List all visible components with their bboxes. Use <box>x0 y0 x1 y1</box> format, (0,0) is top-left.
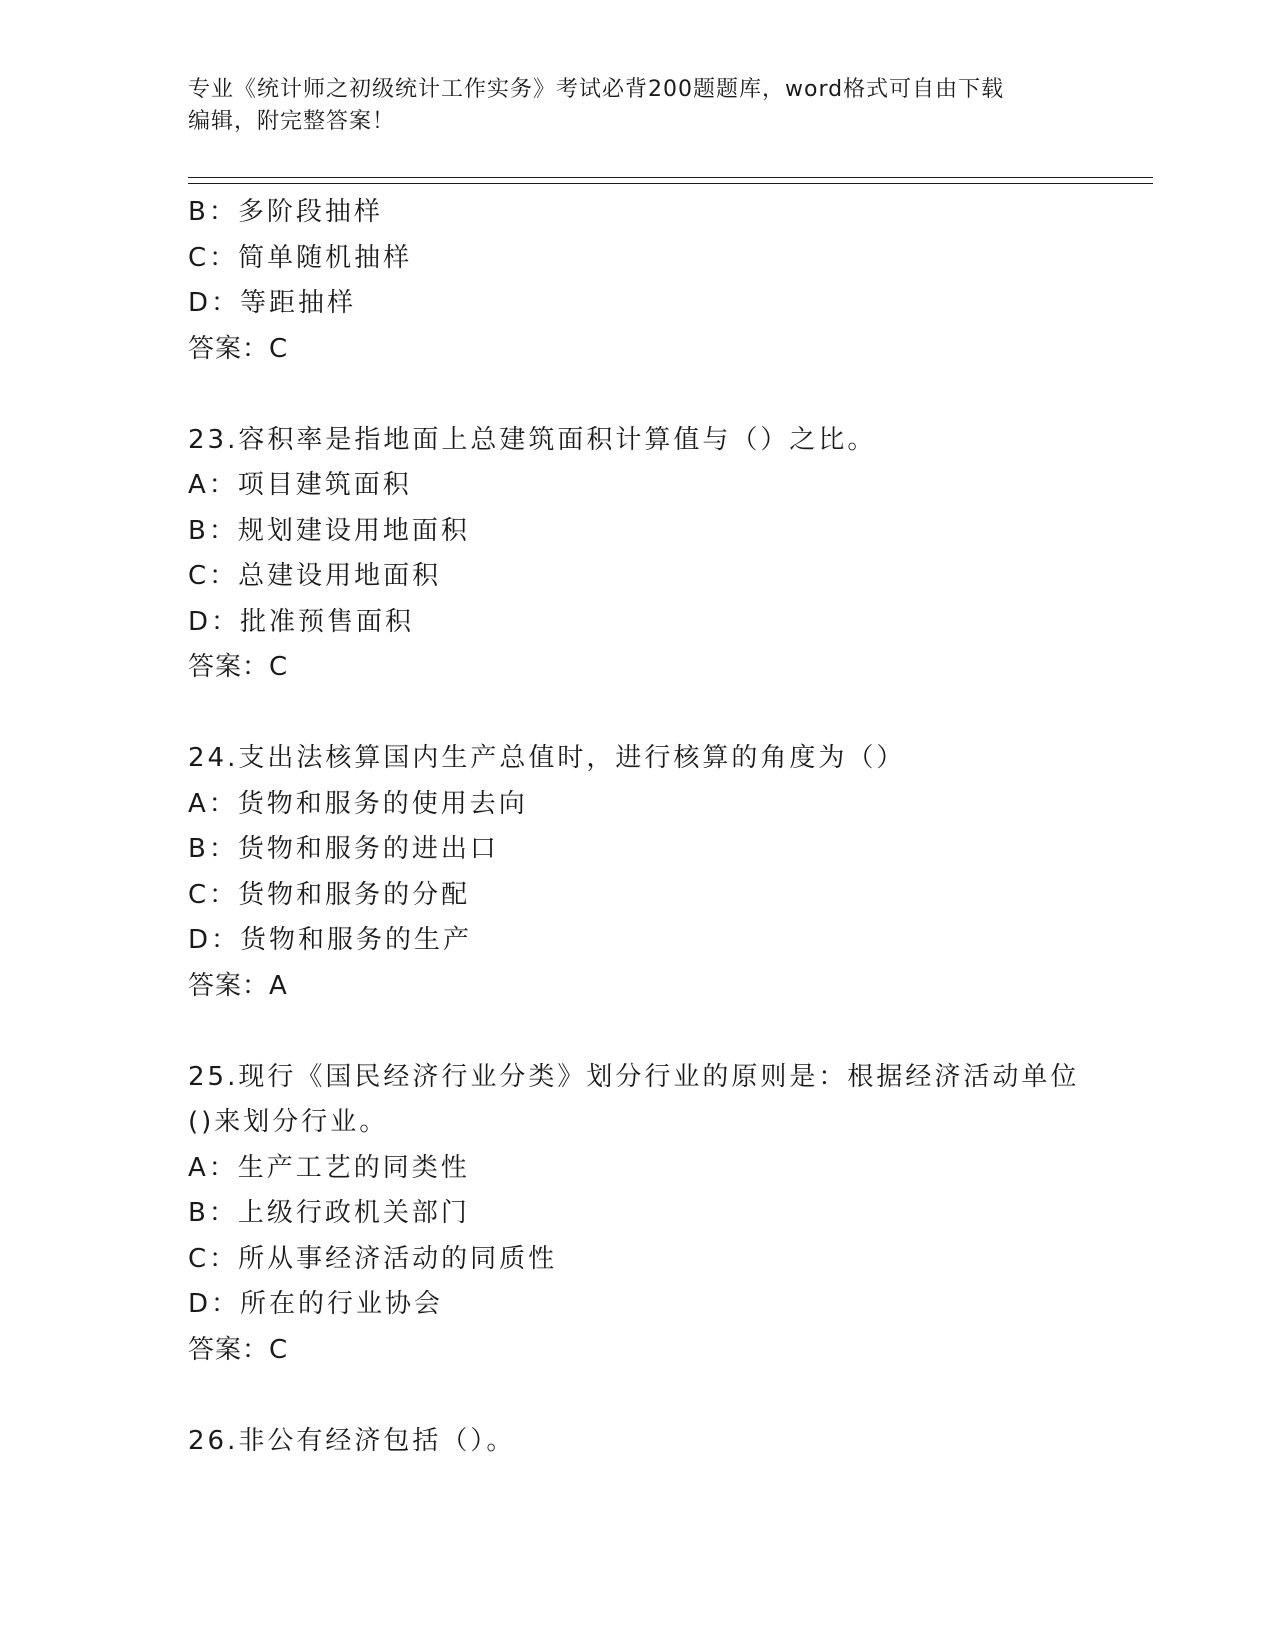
option-a: A：货物和服务的使用去向 <box>188 788 528 819</box>
option-a: A：项目建筑面积 <box>188 470 412 500</box>
question-stem: 24.支出法核算国内生产总值时，进行核算的角度为（） <box>188 743 906 773</box>
option-a: A：生产工艺的同类性 <box>188 1152 470 1183</box>
spacer <box>188 372 1148 418</box>
option-b: B：规划建设用地面积 <box>188 515 470 546</box>
answer-line: 答案：A <box>188 970 288 1001</box>
option-b: B：货物和服务的进出口 <box>188 834 499 864</box>
question-stem: 23.容积率是指地面上总建筑面积计算值与（）之比。 <box>188 424 877 455</box>
option-c: C：简单随机抽样 <box>188 242 413 273</box>
spacer <box>188 1373 1148 1419</box>
option-c: C：所从事经济活动的同质性 <box>188 1243 558 1274</box>
header-title-line-1: 专业《统计师之初级统计工作实务》考试必背200题题库，word格式可自由下载 <box>188 77 1005 102</box>
header-double-rule <box>188 177 1153 184</box>
option-b: B：上级行政机关部门 <box>188 1198 470 1228</box>
option-d: D：等距抽样 <box>188 288 357 318</box>
question-stem: 26.非公有经济包括（）。 <box>188 1425 516 1456</box>
answer-line: 答案：C <box>188 1334 289 1365</box>
question-24 <box>188 736 1148 1009</box>
spacer <box>188 691 1148 737</box>
option-d: D：所在的行业协会 <box>188 1289 444 1319</box>
question-stem-line-1: 25.现行《国民经济行业分类》划分行业的原则是：根据经济活动单位 <box>188 1061 1080 1092</box>
document-header <box>188 74 1088 138</box>
question-stem-line-2: ()来划分行业。 <box>188 1107 389 1137</box>
question-fragment <box>188 190 1148 372</box>
option-d: D：货物和服务的生产 <box>188 925 473 955</box>
question-list <box>188 190 1148 1464</box>
option-c: C：总建设用地面积 <box>188 561 442 591</box>
header-title-line-2: 编辑，附完整答案！ <box>188 109 396 134</box>
option-c: C：货物和服务的分配 <box>188 879 471 910</box>
option-b: B：多阶段抽样 <box>188 197 383 227</box>
question-26 <box>188 1419 1148 1465</box>
answer-line: 答案：C <box>188 333 289 364</box>
question-23 <box>188 418 1148 691</box>
spacer <box>188 1009 1148 1055</box>
question-25 <box>188 1055 1148 1374</box>
answer-line: 答案：C <box>188 652 289 682</box>
option-d: D：批准预售面积 <box>188 606 415 637</box>
